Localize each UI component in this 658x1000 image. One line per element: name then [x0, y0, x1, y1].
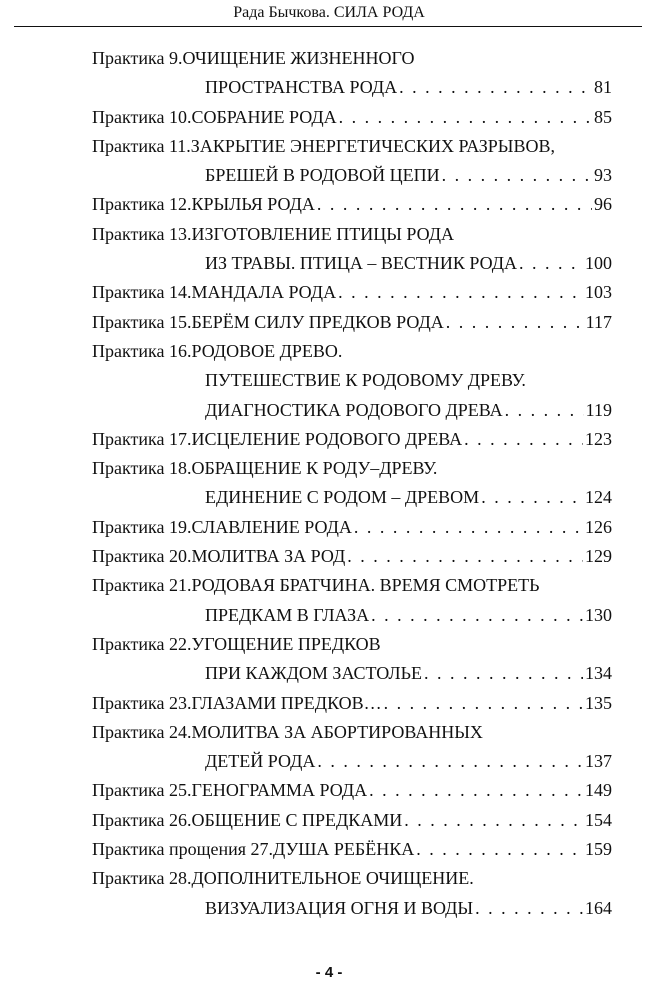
- dot-leader: [404, 806, 583, 835]
- dot-leader: [371, 601, 583, 630]
- toc-entry-line: [92, 366, 612, 395]
- toc-entry-line: [92, 776, 612, 805]
- dot-leader: [354, 513, 583, 542]
- toc-entry-title: ИСЦЕЛЕНИЕ РОДОВОГО ДРЕВА: [191, 428, 463, 449]
- toc-entry: [92, 630, 612, 689]
- dot-leader: [416, 835, 583, 864]
- toc-page-ref: 93: [594, 165, 612, 186]
- toc-entry-line: [92, 483, 612, 512]
- header-divider: [14, 26, 642, 27]
- toc-entry-line: [92, 747, 612, 776]
- toc-entry-number: Практика 21.: [92, 575, 192, 596]
- toc-page-ref: 117: [585, 311, 612, 332]
- toc-entry-line: [92, 249, 612, 278]
- toc-entry-number: Практика 12.: [92, 194, 192, 215]
- toc-entry-title: СЛАВЛЕНИЕ РОДА: [191, 516, 352, 537]
- toc-entry-line: [92, 161, 612, 190]
- toc-page-ref: 96: [594, 194, 612, 215]
- toc-entry-line: [92, 103, 612, 132]
- toc-entry: [92, 864, 612, 923]
- dot-leader: [369, 776, 583, 805]
- toc-page-ref: 137: [585, 751, 612, 772]
- toc-entry-line: [92, 571, 612, 600]
- toc-entry-line: [92, 659, 612, 688]
- toc-entry-line: [92, 44, 612, 73]
- toc-entry-number: Практика 14.: [92, 282, 192, 303]
- toc-entry-number: Практика 10.: [92, 106, 192, 127]
- toc-entry: [92, 308, 612, 337]
- dot-leader: [475, 894, 583, 923]
- toc-entry: [92, 454, 612, 513]
- toc-entry-number: Практика 24.: [92, 721, 192, 742]
- toc-entry-number: Практика 15.: [92, 311, 192, 332]
- toc-entry-line: [92, 689, 612, 718]
- toc-entry-number: Практика 18.: [92, 458, 192, 479]
- toc-page-ref: 129: [585, 546, 612, 567]
- toc-entry-title: ГЕНОГРАММА РОДА: [191, 780, 368, 801]
- toc-entry: [92, 806, 612, 835]
- toc-entry-title: ДИАГНОСТИКА РОДОВОГО ДРЕВА: [205, 399, 503, 420]
- toc-entry: [92, 278, 612, 307]
- toc-entry-title: ВИЗУАЛИЗАЦИЯ ОГНЯ И ВОДЫ: [205, 897, 474, 918]
- toc-entry-title: ОБЩЕНИЕ С ПРЕДКАМИ: [191, 809, 403, 830]
- dot-leader: [347, 542, 583, 571]
- toc-entry-title: ДУША РЕБЁНКА: [272, 839, 415, 860]
- toc-entry-line: [92, 718, 612, 747]
- toc-entry: [92, 776, 612, 805]
- toc-page-ref: 130: [585, 604, 612, 625]
- toc-entry-line: [92, 513, 612, 542]
- toc-entry-title: ПРОСТРАНСТВА РОДА: [205, 77, 398, 98]
- toc-entry-title: ДОПОЛНИТЕЛЬНОЕ ОЧИЩЕНИЕ.: [191, 868, 474, 889]
- toc-entry-line: [92, 308, 612, 337]
- toc-page-ref: 134: [585, 663, 612, 684]
- toc-entry-line: [92, 278, 612, 307]
- toc-entry: [92, 835, 612, 864]
- toc-entry-number: Практика 19.: [92, 516, 192, 537]
- dot-leader: [505, 396, 584, 425]
- toc-page-ref: 154: [585, 809, 612, 830]
- toc-page-ref: 100: [585, 253, 612, 274]
- toc-entry-number: Практика 26.: [92, 809, 192, 830]
- page-number: - 4 -: [315, 964, 343, 981]
- toc-entry-number: Практика прощения 27.: [92, 839, 273, 860]
- toc-entry-line: [92, 806, 612, 835]
- toc-entry-number: Практика 17.: [92, 428, 192, 449]
- toc-entry-line: [92, 454, 612, 483]
- toc-entry-title: ЕДИНЕНИЕ С РОДОМ – ДРЕВОМ: [205, 487, 480, 508]
- toc-entry-line: [92, 396, 612, 425]
- toc-page-ref: 159: [585, 839, 612, 860]
- toc-page-ref: 126: [585, 516, 612, 537]
- toc-entry-title: МАНДАЛА РОДА: [191, 282, 337, 303]
- running-title: Рада Бычкова. СИЛА РОДА: [233, 4, 425, 21]
- toc-entry-title: ИЗГОТОВЛЕНИЕ ПТИЦЫ РОДА: [191, 223, 455, 244]
- toc-entry-title: ПРЕДКАМ В ГЛАЗА: [205, 604, 370, 625]
- dot-leader: [339, 103, 592, 132]
- toc-entry: [92, 425, 612, 454]
- toc-page-ref: 164: [585, 897, 612, 918]
- toc-entry-title: БРЕШЕЙ В РОДОВОЙ ЦЕПИ: [205, 165, 440, 186]
- toc-entry-title: МОЛИТВА ЗА РОД: [191, 546, 346, 567]
- toc-entry-line: [92, 190, 612, 219]
- toc-entry-title: КРЫЛЬЯ РОДА: [191, 194, 315, 215]
- toc-entry-number: Практика 16.: [92, 340, 192, 361]
- toc-entry-line: [92, 894, 612, 923]
- toc-page-ref: 124: [585, 487, 612, 508]
- toc-page-ref: 123: [585, 428, 612, 449]
- toc-entry: [92, 190, 612, 219]
- toc-entry-line: [92, 542, 612, 571]
- toc-entry-number: Практика 11.: [92, 135, 191, 156]
- dot-leader: [446, 308, 584, 337]
- toc-entry-title: ЗАКРЫТИЕ ЭНЕРГЕТИЧЕСКИХ РАЗРЫВОВ,: [190, 135, 555, 156]
- toc-entry-line: [92, 132, 612, 161]
- toc-entry-title: ПУТЕШЕСТВИЕ К РОДОВОМУ ДРЕВУ.: [205, 370, 526, 391]
- toc-entry-number: Практика 13.: [92, 223, 192, 244]
- toc-entry: [92, 689, 612, 718]
- toc-entry-line: [92, 73, 612, 102]
- toc-entry: [92, 44, 612, 103]
- toc-entry-title: ПРИ КАЖДОМ ЗАСТОЛЬЕ: [205, 663, 422, 684]
- toc-entry-title: РОДОВОЕ ДРЕВО.: [191, 340, 343, 361]
- dot-leader: [384, 689, 583, 718]
- toc-page-ref: 149: [585, 780, 612, 801]
- toc-entry-number: Практика 20.: [92, 546, 192, 567]
- toc-entry-title: ДЕТЕЙ РОДА: [205, 751, 316, 772]
- toc-entry: [92, 103, 612, 132]
- toc-page-ref: 81: [594, 77, 612, 98]
- toc-entry-line: [92, 630, 612, 659]
- toc-entry-title: ГЛАЗАМИ ПРЕДКОВ…: [191, 692, 382, 713]
- dot-leader: [481, 483, 583, 512]
- toc-entry-title: ОБРАЩЕНИЕ К РОДУ–ДРЕВУ.: [191, 458, 438, 479]
- toc-entry-line: [92, 864, 612, 893]
- toc-entry: [92, 132, 612, 191]
- toc-entry: [92, 542, 612, 571]
- toc-entry: [92, 718, 612, 777]
- toc-entry-line: [92, 601, 612, 630]
- dot-leader: [424, 659, 583, 688]
- toc-page-ref: 103: [585, 282, 612, 303]
- dot-leader: [442, 161, 592, 190]
- toc-entry: [92, 220, 612, 279]
- toc-entry: [92, 571, 612, 630]
- toc-page-ref: 85: [594, 106, 612, 127]
- toc-entry-title: ОЧИЩЕНИЕ ЖИЗНЕННОГО: [182, 48, 415, 68]
- table-of-contents: [92, 44, 612, 923]
- toc-entry-title: МОЛИТВА ЗА АБОРТИРОВАННЫХ: [191, 721, 483, 742]
- toc-entry-title: РОДОВАЯ БРАТЧИНА. ВРЕМЯ СМОТРЕТЬ: [191, 575, 540, 596]
- toc-entry: [92, 513, 612, 542]
- dot-leader: [464, 425, 583, 454]
- toc-entry-number: Практика 9.: [92, 48, 183, 68]
- toc-entry-number: Практика 28.: [92, 868, 192, 889]
- toc-entry: [92, 337, 612, 425]
- dot-leader: [317, 747, 583, 776]
- toc-entry-line: [92, 220, 612, 249]
- toc-page-ref: 135: [585, 692, 612, 713]
- toc-entry-title: СОБРАНИЕ РОДА: [191, 106, 337, 127]
- dot-leader: [338, 278, 583, 307]
- toc-entry-number: Практика 23.: [92, 692, 192, 713]
- toc-entry-line: [92, 835, 612, 864]
- toc-entry-title: ИЗ ТРАВЫ. ПТИЦА – ВЕСТНИК РОДА: [205, 253, 518, 274]
- toc-page-ref: 119: [585, 399, 612, 420]
- toc-entry-number: Практика 25.: [92, 780, 192, 801]
- toc-entry-title: БЕРЁМ СИЛУ ПРЕДКОВ РОДА: [191, 311, 444, 332]
- toc-entry-number: Практика 22.: [92, 633, 192, 654]
- toc-entry-line: [92, 337, 612, 366]
- toc-entry-title: УГОЩЕНИЕ ПРЕДКОВ: [191, 633, 381, 654]
- dot-leader: [399, 73, 592, 102]
- dot-leader: [317, 190, 592, 219]
- toc-entry-line: [92, 425, 612, 454]
- dot-leader: [519, 249, 583, 278]
